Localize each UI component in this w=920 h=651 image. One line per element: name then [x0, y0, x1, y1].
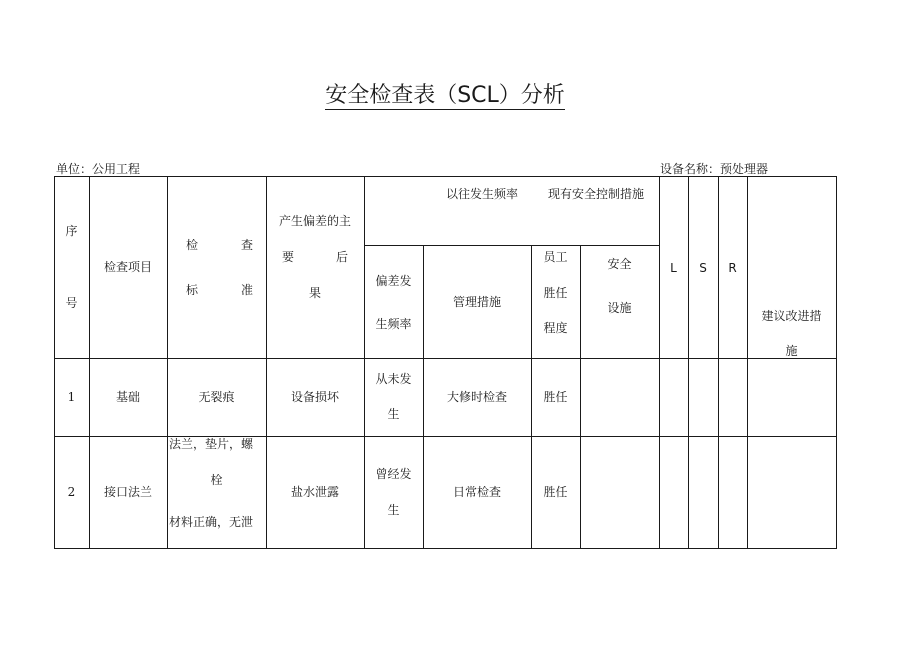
table-border-right: [836, 176, 837, 549]
header-staff-3: 程度: [543, 321, 568, 335]
header-safety-1: 安全: [607, 257, 632, 271]
unit-label: 单位：公用工程: [56, 162, 141, 176]
col-divider: [688, 176, 689, 549]
row-check-item: 接口法兰: [103, 485, 152, 499]
header-seq-bottom: 号: [65, 296, 78, 310]
header-management: 管理措施: [452, 295, 501, 309]
header-S: S: [699, 261, 707, 275]
table-border-bottom: [54, 548, 837, 549]
col-divider: [580, 245, 581, 549]
col-divider: [167, 176, 168, 549]
page-title: 安全检查表（SCL）分析: [325, 83, 565, 108]
header-staff-1: 员工: [543, 250, 568, 264]
row-standard-3: 材料正确，无泄: [169, 515, 254, 529]
row-frequency-2: 生: [387, 407, 400, 421]
row-check-item: 基础: [115, 390, 140, 404]
row-consequence: 盐水泄露: [290, 485, 339, 499]
header-check-item: 检查项目: [103, 260, 152, 274]
row-management: 日常检查: [452, 485, 501, 499]
header-consequence-line1: 产生偏差的主: [278, 214, 351, 228]
col-divider: [364, 176, 365, 549]
header-safety-2: 设施: [607, 301, 632, 315]
table-border-top: [54, 176, 837, 177]
header-standard-char: 检: [186, 238, 199, 252]
header-R: R: [728, 261, 737, 275]
header-seq-top: 序: [65, 224, 78, 238]
header-consequence-line3: 果: [308, 286, 321, 300]
row-frequency-2: 生: [387, 503, 400, 517]
header-staff-2: 胜任: [543, 286, 568, 300]
row-frequency-1: 曾经发: [375, 467, 412, 481]
header-bottom-border: [54, 358, 837, 359]
header-advice-2: 施: [785, 344, 798, 358]
row-standard-2: 栓: [210, 473, 223, 487]
header-L: L: [670, 261, 677, 275]
subheader-divider: [364, 245, 660, 246]
header-standard-char: 查: [241, 238, 254, 252]
col-divider: [718, 176, 719, 549]
device-name-label: 设备名称：预处理器: [660, 162, 769, 176]
header-control-group: 现有安全控制措施: [548, 187, 645, 201]
row-standard: 无裂痕: [198, 390, 235, 404]
row-number: 2: [67, 485, 76, 499]
header-deviation-frequency-1: 偏差发: [375, 274, 412, 288]
header-deviation-frequency-2: 生频率: [375, 317, 412, 331]
row-frequency-1: 从未发: [375, 372, 412, 386]
row-management: 大修时检查: [446, 390, 507, 404]
row-number: 1: [67, 390, 76, 404]
col-divider: [659, 176, 660, 549]
header-consequence-char: 后: [336, 250, 349, 264]
row-consequence: 设备损坏: [290, 390, 339, 404]
header-standard-char: 准: [241, 283, 254, 297]
row-staff: 胜任: [543, 390, 568, 404]
header-advice-1: 建议改进措: [761, 309, 822, 323]
row-staff: 胜任: [543, 485, 568, 499]
col-divider: [747, 176, 748, 549]
header-standard-char: 标: [186, 283, 199, 297]
row-standard-1: 法兰，垫片，螺: [169, 437, 254, 451]
header-consequence-char: 要: [282, 250, 295, 264]
header-frequency-group: 以往发生频率: [446, 187, 519, 201]
